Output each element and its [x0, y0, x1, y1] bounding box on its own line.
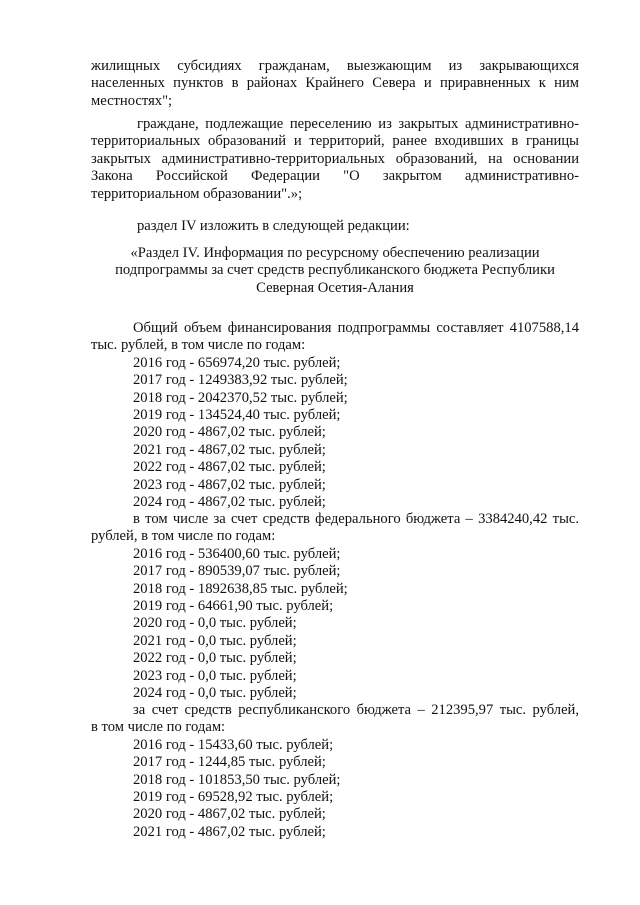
heading-line: подпрограммы за счет средств республиканского бюджета Республики — [115, 262, 555, 279]
text-line: за счет средств республиканского бюджета – 212395,97 тыс. рублей, — [133, 702, 579, 718]
section-heading — [91, 245, 579, 297]
text-line: местностях"; — [91, 92, 173, 109]
year-line: 2024 год - 0,0 тыс. рублей; — [133, 685, 297, 702]
year-line: 2016 год - 15433,60 тыс. рублей; — [133, 736, 334, 753]
year-line: 2017 год - 890539,07 тыс. рублей; — [133, 563, 341, 580]
text-line: территориальном образовании".»; — [91, 185, 303, 202]
text-line: закрытых административно-территориальных образований, на основании — [91, 150, 579, 167]
text-line: тыс. рублей, в том числе по годам: — [91, 337, 306, 354]
year-line: 2019 год - 64661,90 тыс. рублей; — [133, 598, 334, 615]
heading-line: «Раздел IV. Информация по ресурсному обеспечению реализации — [130, 245, 540, 261]
total-financing — [91, 320, 579, 511]
text-line: в том числе за счет средств федерального бюджета – 3384240,42 тыс. — [133, 511, 579, 527]
text-line: рублей, в том числе по годам: — [91, 528, 276, 545]
paragraph-subsidies — [91, 58, 579, 110]
year-line: 2016 год - 656974,20 тыс. рублей; — [133, 354, 341, 371]
year-line: 2021 год - 4867,02 тыс. рублей; — [133, 441, 326, 458]
text-line: в том числе по годам: — [91, 719, 226, 736]
year-line: 2018 год - 1892638,85 тыс. рублей; — [133, 580, 348, 597]
text-line: граждане, подлежащие переселению из закрытых административно- — [137, 116, 579, 132]
year-line: 2016 год - 536400,60 тыс. рублей; — [133, 545, 341, 562]
year-line: 2022 год - 4867,02 тыс. рублей; — [133, 459, 326, 476]
year-line: 2020 год - 4867,02 тыс. рублей; — [133, 424, 326, 441]
year-line: 2019 год - 69528,92 тыс. рублей; — [133, 789, 334, 806]
year-line: 2021 год - 4867,02 тыс. рублей; — [133, 823, 326, 840]
text-line: территориальных образований и территорий, ранее входивших в границы — [91, 133, 579, 150]
year-line: 2018 год - 101853,50 тыс. рублей; — [133, 771, 341, 788]
instruction-line: раздел IV изложить в следующей редакции: — [137, 218, 410, 234]
paragraph-resettlement — [91, 116, 579, 203]
year-line: 2019 год - 134524,40 тыс. рублей; — [133, 407, 341, 424]
year-line: 2020 год - 4867,02 тыс. рублей; — [133, 806, 326, 823]
year-line: 2023 год - 4867,02 тыс. рублей; — [133, 476, 326, 493]
text-line: жилищных субсидиях гражданам, выезжающим из закрывающихся — [91, 58, 579, 74]
year-line: 2023 год - 0,0 тыс. рублей; — [133, 667, 297, 684]
text-line: населенных пунктов в районах Крайнего Севера и приравненных к ним — [91, 75, 579, 92]
year-line: 2018 год - 2042370,52 тыс. рублей; — [133, 389, 348, 406]
text-line: Закона Российской Федерации "О закрытом административно- — [91, 168, 579, 185]
heading-line: Северная Осетия-Алания — [256, 279, 414, 296]
year-line: 2024 год - 4867,02 тыс. рублей; — [133, 494, 326, 511]
year-line: 2017 год - 1244,85 тыс. рублей; — [133, 754, 326, 771]
text-line: Общий объем финансирования подпрограммы составляет 4107588,14 — [133, 320, 579, 336]
year-line: 2021 год - 0,0 тыс. рублей; — [133, 632, 297, 649]
year-line: 2020 год - 0,0 тыс. рублей; — [133, 615, 297, 632]
republican-budget — [91, 702, 579, 841]
year-line: 2017 год - 1249383,92 тыс. рублей; — [133, 372, 348, 389]
year-line: 2022 год - 0,0 тыс. рублей; — [133, 650, 297, 667]
instruction-text — [91, 218, 579, 235]
federal-budget — [91, 511, 579, 702]
